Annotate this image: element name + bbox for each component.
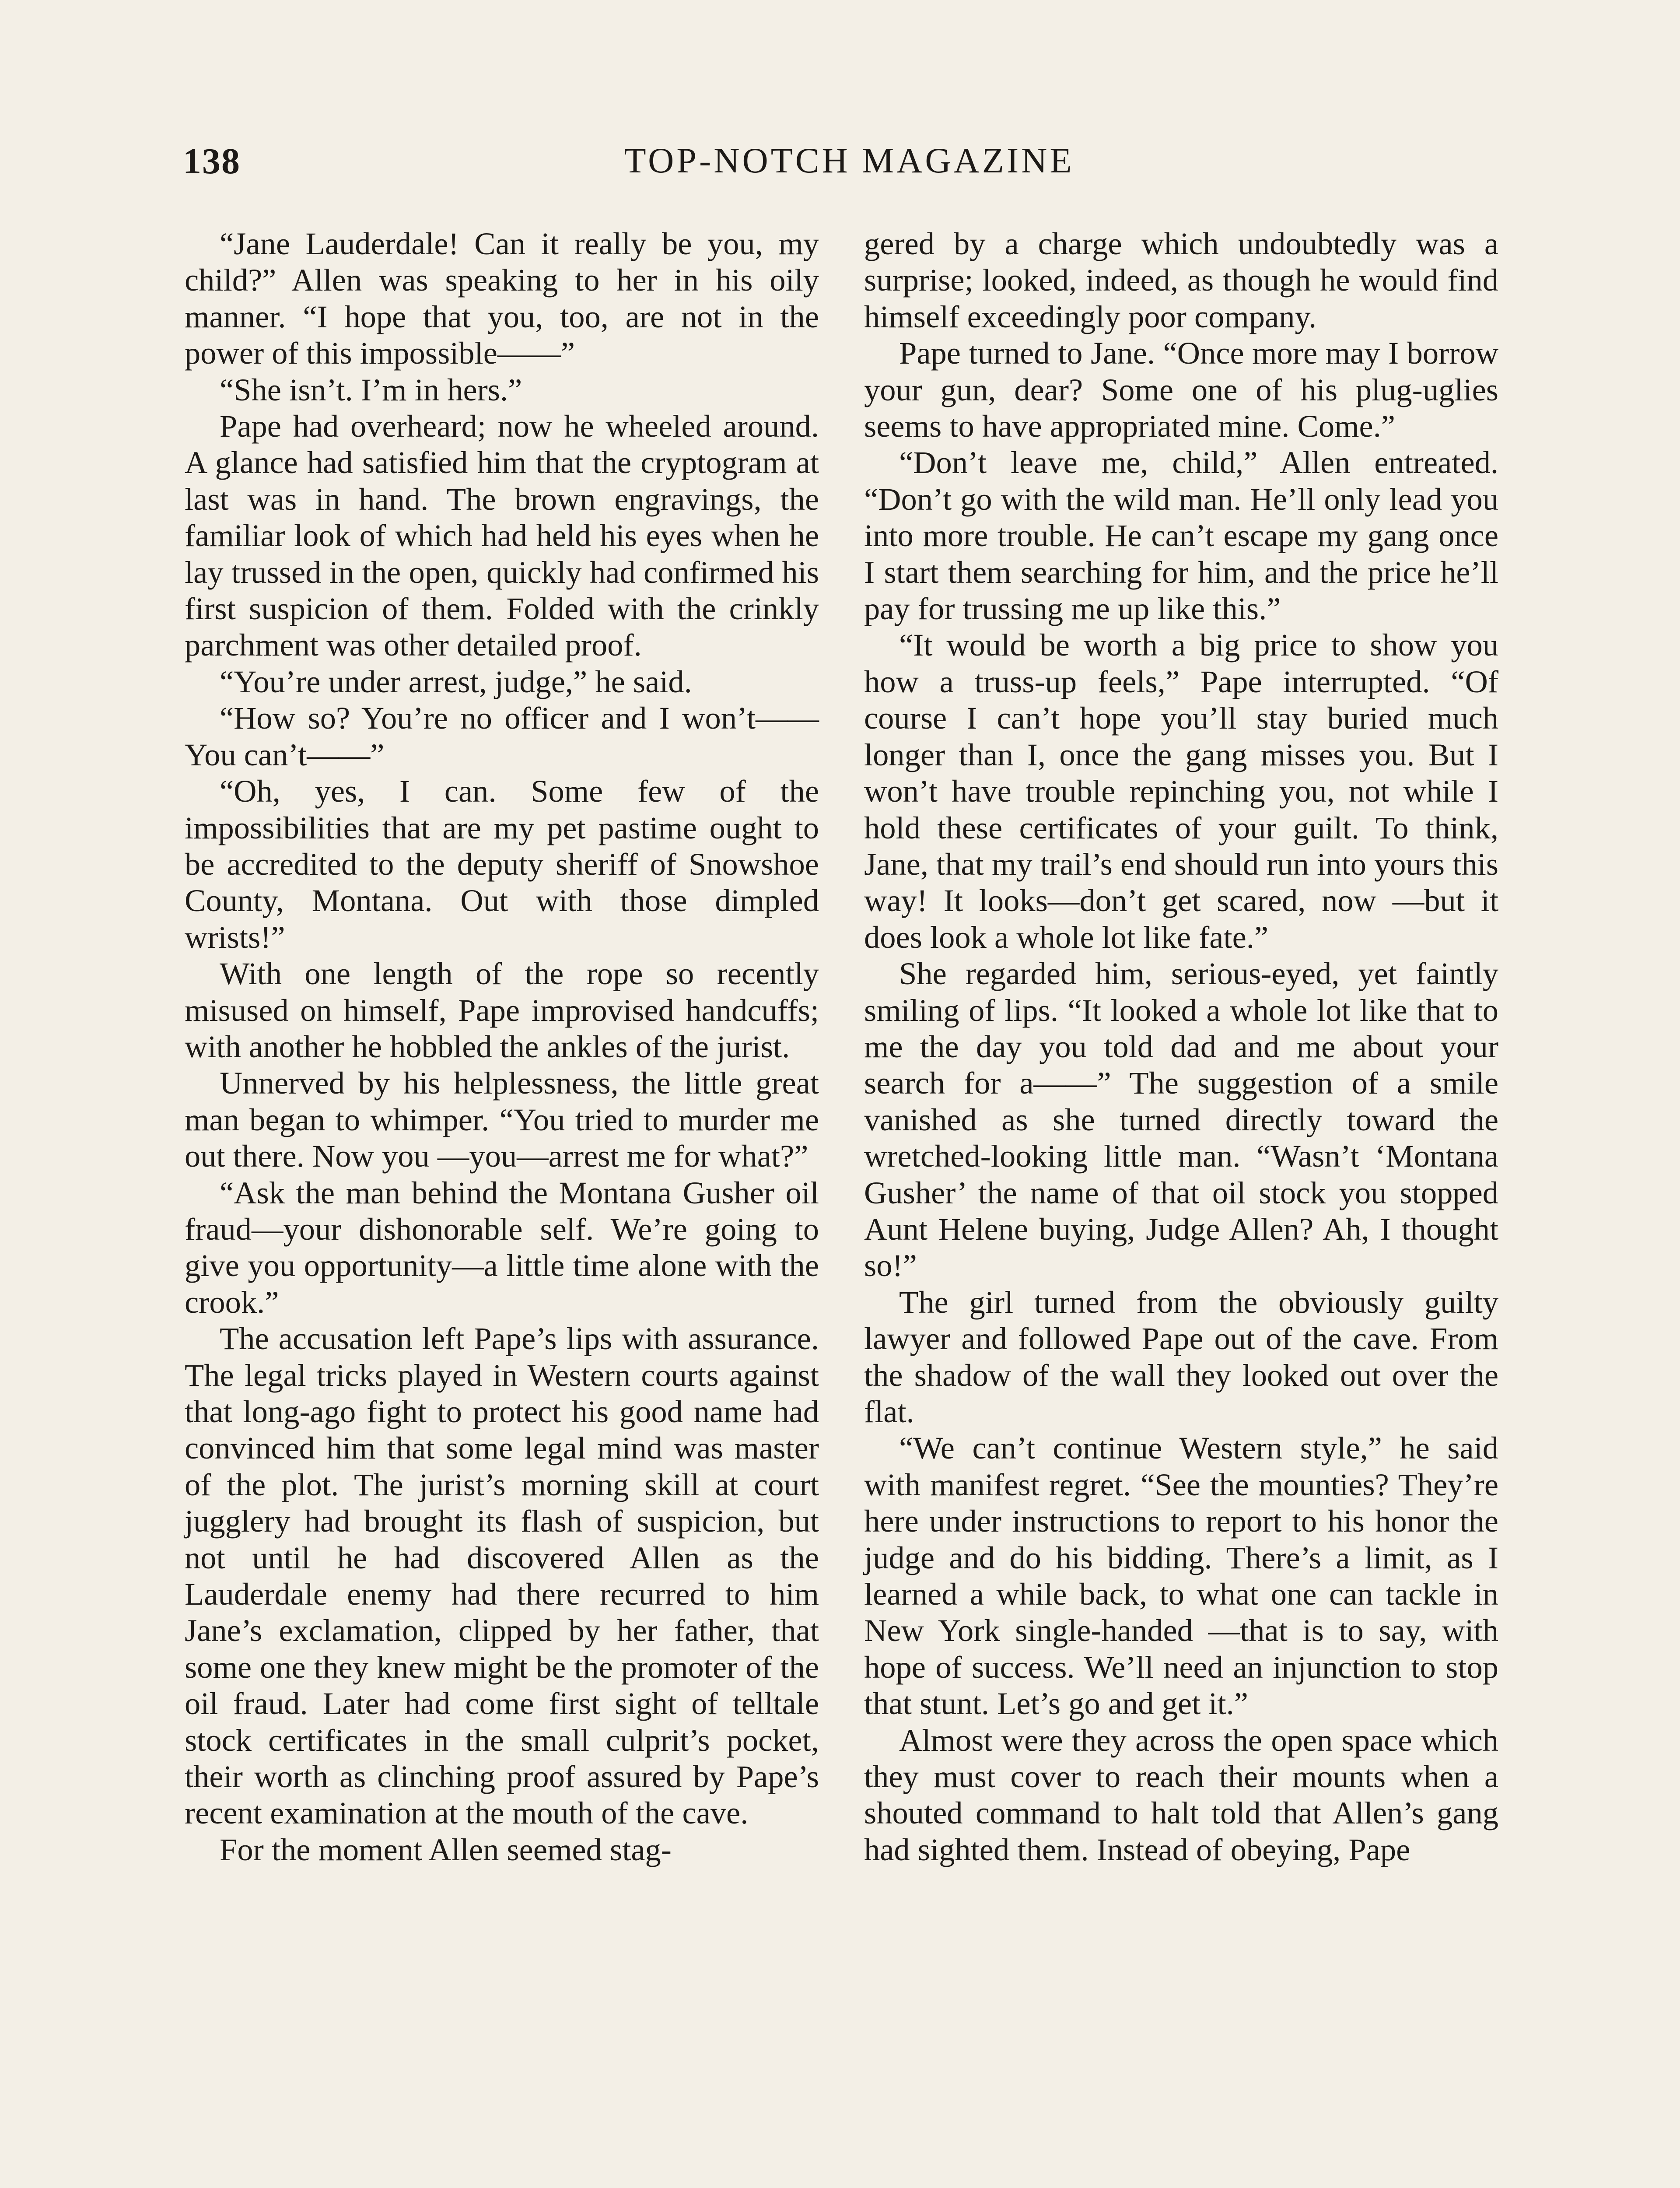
paragraph: Unnerved by his helplessness, the little great man began to whimper. “You tried to murder me out there. Now you —you—arrest me for what?” (185, 1065, 819, 1174)
left-column (185, 225, 819, 1868)
paragraph: Pape had overheard; now he wheeled around. A glance had satisfied him that the cryptogram at last was in hand. The brown engravings, the familiar look of which had held his eyes when he lay trussed in the open, quickly had confirmed his first suspicion of them. Folded with the crinkly parchment was other detailed proof. (185, 408, 819, 663)
page-number: 138 (183, 141, 241, 182)
paragraph: “Jane Lauderdale! Can it really be you, my child?” Allen was speaking to her in his oily manner. “I hope that you, too, are not in the power of this impossible——” (185, 226, 819, 371)
paragraph: “Ask the man behind the Montana Gusher oil fraud—your dishonorable self. We’re going to give you opportunity—a little time alone with the crook.” (185, 1175, 819, 1320)
right-column (864, 225, 1498, 1868)
page-header (183, 140, 1516, 188)
paragraph: With one length of the rope so recently misused on himself, Pape improvised handcuffs; with another he hobbled the ankles of the jurist. (185, 956, 819, 1064)
paragraph: gered by a charge which undoubtedly was a surprise; looked, indeed, as though he would find himself exceedingly poor company. (864, 226, 1498, 334)
paragraph: “We can’t continue Western style,” he said with manifest regret. “See the mounties? They’re here under instructions to report to his honor the judge and do his bidding. There’s a limit, as I learned a while back, to what one can tackle in New York single-handed —that is to say, with hope of success. We’ll need an injunction to stop that stunt. Let’s go and get it.” (864, 1430, 1498, 1722)
paragraph: “It would be worth a big price to show you how a truss-up feels,” Pape interrupted. “Of course I can’t hope you’ll stay buried much longer than I, once the gang misses you. But I won’t have trouble repinching you, not while I hold these certificates of your guilt. To think, Jane, that my trail’s end should run into yours this way! It looks—don’t get scared, now —but it does look a whole lot like fate.” (864, 627, 1498, 955)
paragraph: “How so? You’re no officer and I won’t—— You can’t——” (185, 700, 819, 772)
paragraph: “Don’t leave me, child,” Allen entreated. “Don’t go with the wild man. He’ll only lead you into more trouble. He can’t escape my gang once I start them searching for him, and the price he’ll pay for trussing me up like this.” (864, 445, 1498, 627)
paragraph: She regarded him, serious-eyed, yet faintly smiling of lips. “It looked a whole lot like that to me the day you told dad and me about your search for a——” The suggestion of a smile vanished as she turned directly toward the wretched-looking little man. “Wasn’t ‘Montana Gusher’ the name of that oil stock you stopped Aunt Helene buying, Judge Allen? Ah, I thought so!” (864, 956, 1498, 1283)
paragraph: The accusation left Pape’s lips with assurance. The legal tricks played in Western courts against that long-ago fight to protect his good name had convinced him that some legal mind was master of the plot. The jurist’s morning skill at court jugglery had brought its flash of suspicion, but not until he had discovered Allen as the Lauderdale enemy had there recurred to him Jane’s exclamation, clipped by her father, that some one they knew might be the promoter of the oil fraud. Later had come first sight of telltale stock certificates in the small culprit’s pocket, their worth as clinching proof assured by Pape’s recent examination at the mouth of the cave. (185, 1321, 819, 1831)
paragraph: Pape turned to Jane. “Once more may I borrow your gun, dear? Some one of his plug-uglies seems to have appropriated mine. Come.” (864, 335, 1498, 444)
paragraph: “Oh, yes, I can. Some few of the impossibilities that are my pet pastime ought to be accredited to the deputy sheriff of Snowshoe County, Montana. Out with those dimpled wrists!” (185, 773, 819, 955)
paragraph: “You’re under arrest, judge,” he said. (220, 663, 692, 699)
magazine-title: TOP-NOTCH MAGAZINE (624, 140, 1074, 180)
paragraph: Almost were they across the open space which they must cover to reach their mounts when a shouted command to halt told that Allen’s gang had sighted them. Instead of obeying, Pape (864, 1722, 1498, 1867)
paragraph: “She isn’t. I’m in hers.” (220, 372, 522, 407)
paragraph: The girl turned from the obviously guilty lawyer and followed Pape out of the cave. From the shadow of the wall they looked out over the flat. (864, 1284, 1498, 1429)
paragraph: For the moment Allen seemed stag- (220, 1831, 672, 1867)
